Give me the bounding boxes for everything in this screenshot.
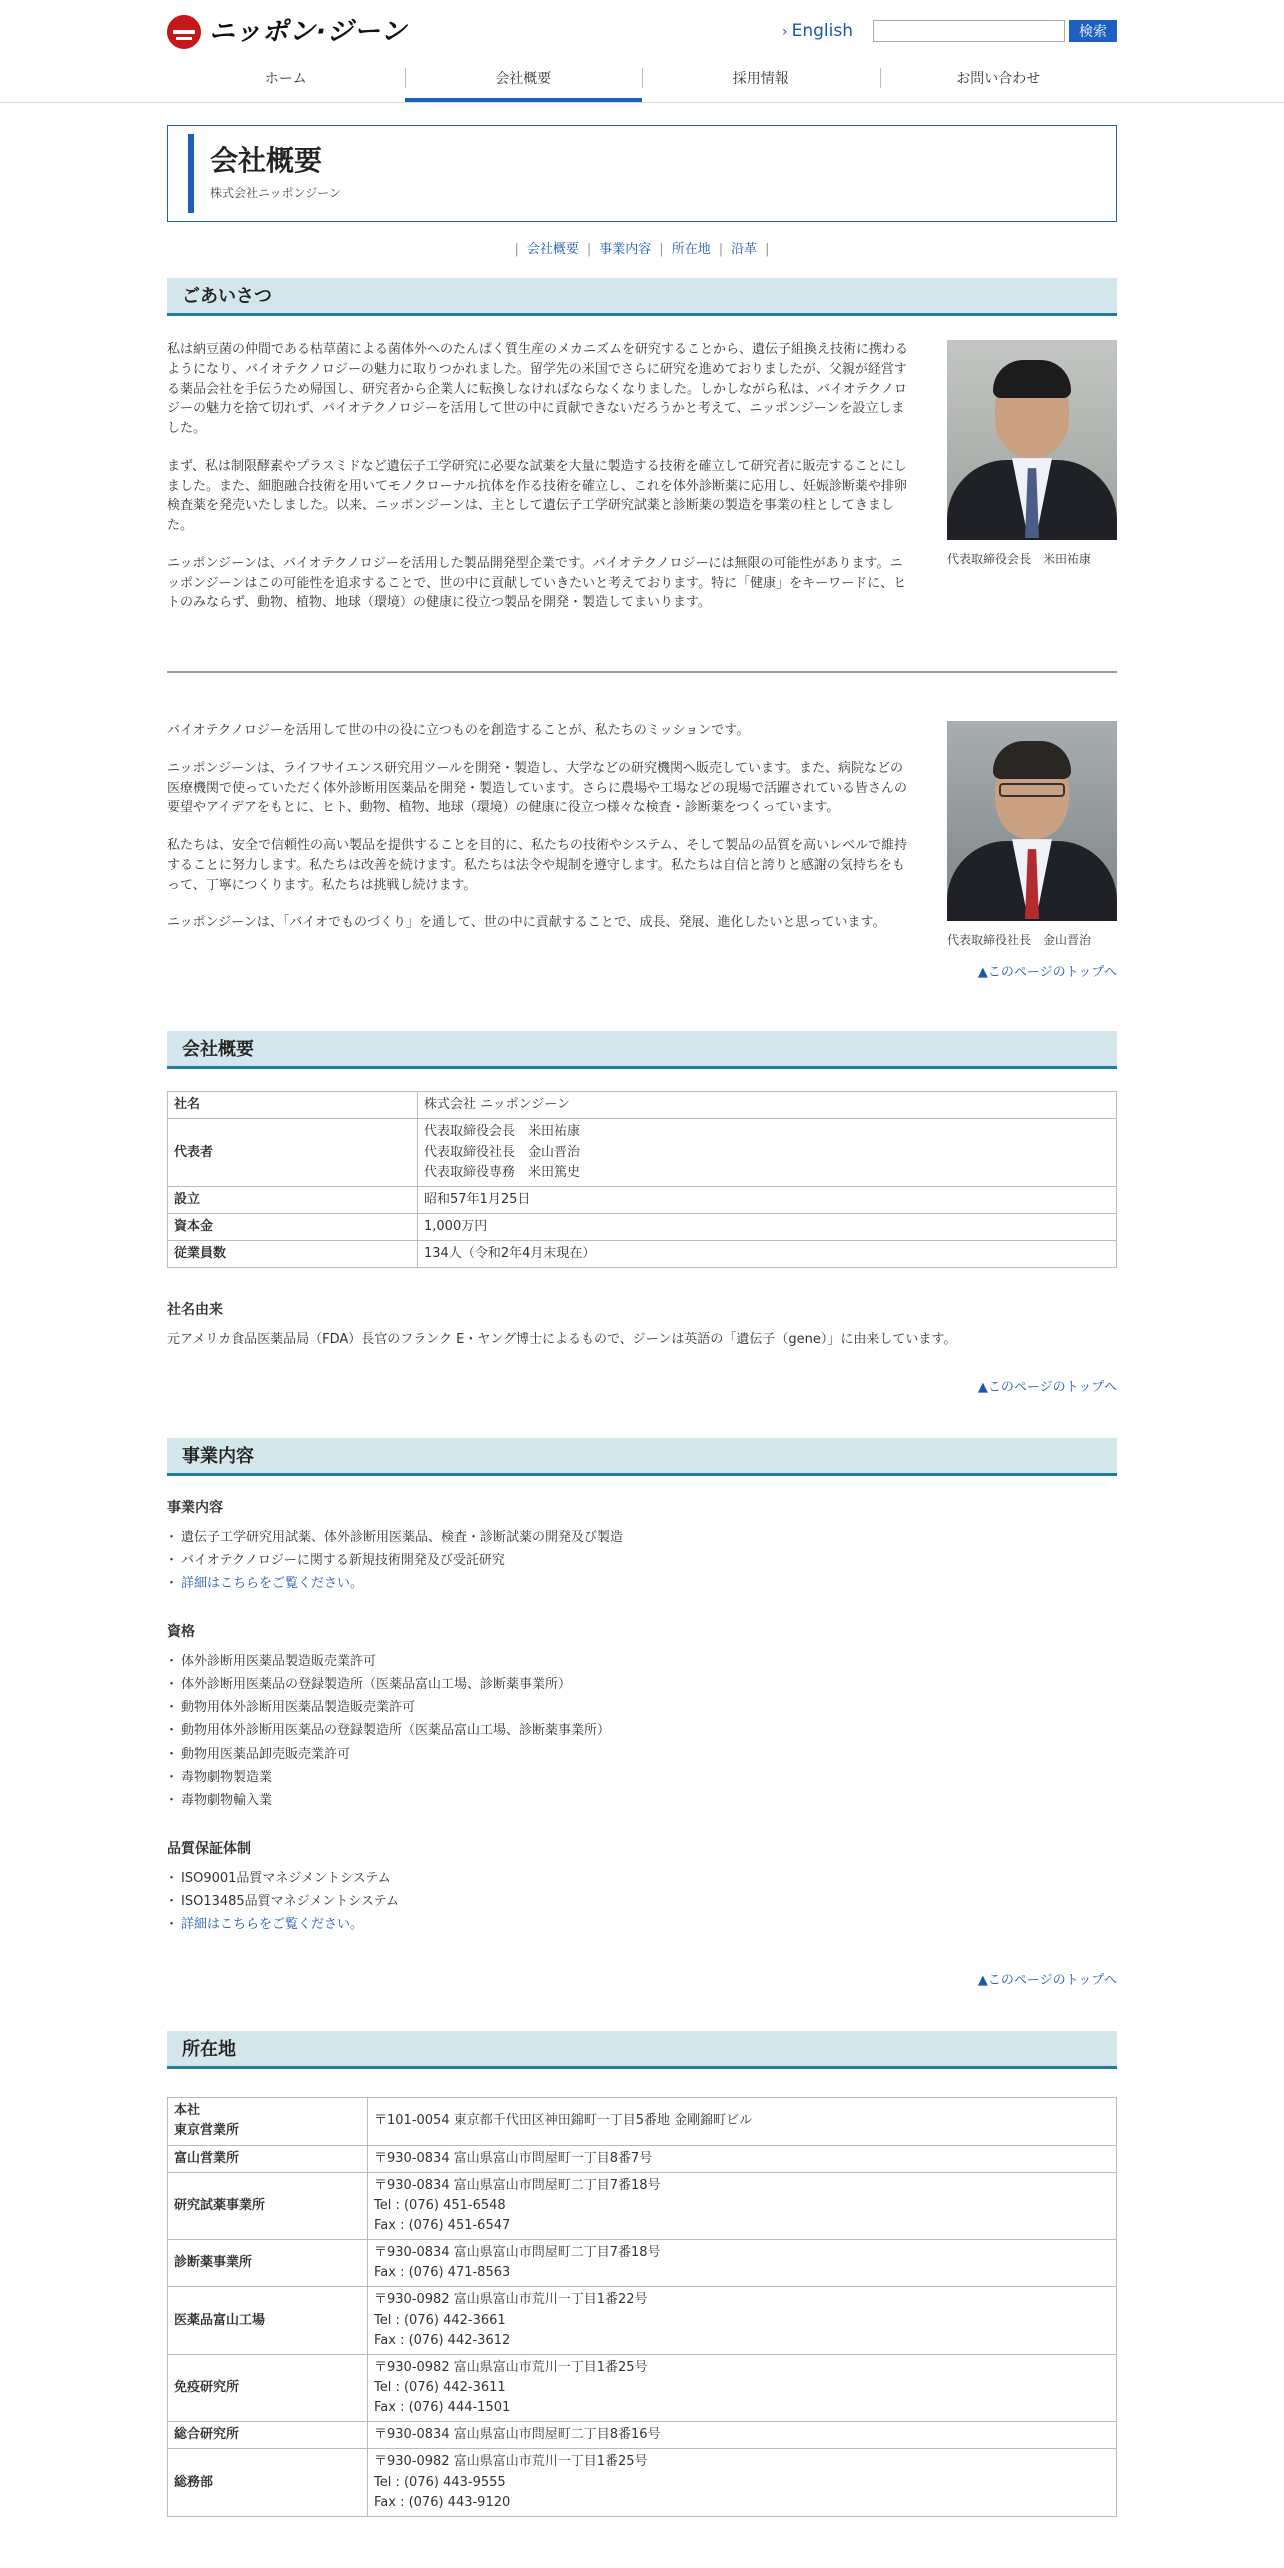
row-label: 免疫研究所 [168,2354,368,2421]
list-item: ・ 毒物劇物輸入業 [167,1791,1117,1811]
details-link[interactable]: 詳細はこちらをご覧ください。 [181,1916,364,1932]
row-value: 〒930-0982 富山県富山市荒川一丁目1番25号 Tel : (076) 443-9555 Fax : (076) 443-9120 [368,2449,1117,2516]
row-label: 設立 [168,1186,418,1213]
list-item [167,1574,1117,1594]
search-button[interactable]: 検索 [1069,20,1117,42]
chairman-photo [947,340,1117,540]
overview-section [167,1031,1117,1398]
greeting-block-chairman [167,340,1117,631]
row-value: 〒930-0834 富山県富山市問屋町二丁目7番18号 Fax : (076) 471-8563 [368,2240,1117,2287]
table-row [168,2240,1117,2287]
table-row [168,2145,1117,2172]
row-value: 〒930-0834 富山県富山市問屋町一丁目8番7号 [368,2145,1117,2172]
row-value: 〒930-0982 富山県富山市荒川一丁目1番25号 Tel : (076) 442-3611 Fax : (076) 444-1501 [368,2354,1117,2421]
business-group-title: 品質保証体制 [167,1841,251,1858]
table-row [168,1186,1117,1213]
table-row [168,1241,1117,1268]
list-item: ・ 体外診断用医薬品の登録製造所（医薬品富山工場、診断薬事業所） [167,1675,1117,1695]
paragraph: まず、私は制限酵素やプラスミドなど遺伝子工学研究に必要な試薬を大量に製造する技術を確立して研究者に販売することにしました。また、細胞融合技術を用いてモノクローナル抗体を作る技術を確立し、これを体外診断薬に応用し、妊娠診断薬や排卵検査薬を発売いたしました。以来、ニッポンジーンは、主として遺伝子工学研究試薬と診断薬の製造を事業の柱としてきました。 [167,458,907,534]
greeting-section [167,278,1117,983]
anchor-link-overview[interactable]: 会社概要 [526,242,579,257]
qualification-list [167,1652,1117,1811]
locations-table [167,2097,1117,2517]
global-nav [167,60,1117,102]
table-row [168,2098,1117,2145]
list-item: ・ 毒物劇物製造業 [167,1768,1117,1788]
business-section [167,1438,1117,1991]
row-label: 総務部 [168,2449,368,2516]
greeting-block-president [167,721,1117,951]
search-input[interactable] [873,20,1065,42]
row-value: 134人（令和2年4月末現在） [418,1241,1117,1268]
portrait-block [947,721,1117,951]
list-item: ・ バイオテクノロジーに関する新規技術開発及び受託研究 [167,1551,1117,1571]
chairman-caption: 代表取締役会長 米田祐康 [947,552,1092,567]
nav-item-recruit[interactable]: 採用情報 [642,60,880,102]
paragraph: 私は納豆菌の仲間である枯草菌による菌体外へのたんぱく質生産のメカニズムを研究することから、遺伝子組換え技術に携わるようになり、バイオテクノロジーの魅力に取りつかれました。留学先の米国でさらに研究を進めておりましたが、父親が経営する薬品会社を手伝うため帰国し、研究者から企業人に転換しなければならなくなりました。しかしながら私は、バイオテクノロジーの魅力を捨て切れず、バイオテクノロジーを活用して世の中に貢献できないだろうかと考えて、ニッポンジーンを設立しました。 [167,342,909,437]
paragraph: バイオテクノロジーを活用して世の中の役に立つものを創造することが、私たちのミッションです。 [167,723,750,739]
row-label: 従業員数 [168,1241,418,1268]
row-label: 医薬品富山工場 [168,2287,368,2354]
row-value: 昭和57年1月25日 [418,1186,1117,1213]
logo-text: ニッポン·ジーン [209,17,408,47]
row-label: 診断薬事業所 [168,2240,368,2287]
anchor-nav [167,240,1117,260]
locations-section [167,2031,1117,2517]
back-to-top-link[interactable]: ▲このページのトップへ [977,1973,1117,1989]
row-value: 株式会社 ニッポンジーン [418,1092,1117,1119]
anchor-link-locations[interactable]: 所在地 [671,242,711,257]
english-label: English [791,21,853,41]
logo-mark-icon [167,15,201,49]
nav-item-company[interactable]: 会社概要 [405,60,643,102]
table-row [168,2354,1117,2421]
table-row [168,1119,1117,1186]
table-row [168,2422,1117,2449]
president-photo [947,721,1117,921]
business-group-title: 事業内容 [167,1500,223,1517]
origin-heading: 社名由来 [167,1302,223,1319]
nav-item-contact[interactable]: お問い合わせ [880,60,1118,102]
row-label: 資本金 [168,1213,418,1240]
business-heading: 事業内容 [167,1438,1117,1476]
row-label: 富山営業所 [168,2145,368,2172]
paragraph: ニッポンジーンは、バイオテクノロジーを活用した製品開発型企業です。バイオテクノロジーには無限の可能性があります。ニッポンジーンはこの可能性を追求することで、世の中に貢献していきたいと考えております。特に「健康」をキーワードに、ヒトのみならず、動物、植物、地球（環境）の健康に役立つ製品を開発・製造してまいります。 [167,555,907,611]
page-wrapper [167,0,1117,60]
site-header [167,0,1117,60]
back-to-top [167,1971,1117,1991]
main-content [167,125,1117,2517]
back-to-top-link[interactable]: ▲このページのトップへ [977,965,1117,981]
nav-item-home[interactable]: ホーム [264,71,307,87]
back-to-top-link[interactable]: ▲このページのトップへ [977,1380,1117,1396]
anchor-link-business[interactable]: 事業内容 [599,242,652,257]
table-row [168,2449,1117,2516]
origin-text: 元アメリカ食品医薬品局（FDA）長官のフランク E・ヤング博士によるもので、ジーンは英語の「遺伝子（gene）」に由来しています。 [167,1331,957,1347]
separator: | [765,242,770,257]
row-label: 本社 東京営業所 [168,2098,368,2145]
anchor-link-history[interactable]: 沿革 [731,242,758,257]
list-item: ・ ISO13485品質マネジメントシステム [167,1892,1117,1912]
separator: | [586,242,592,257]
row-value: 〒930-0982 富山県富山市荒川一丁目1番22号 Tel : (076) 442-3661 Fax : (076) 442-3612 [368,2287,1117,2354]
list-item: ・ 動物用医薬品卸売販売業許可 [167,1745,1117,1765]
divider [167,671,1117,673]
overview-table [167,1091,1117,1268]
paragraph: 私たちは、安全で信頼性の高い製品を提供することを目的に、私たちの技術やシステム、そして製品の品質を高いレベルで維持することに努力します。私たちは改善を続けます。私たちは法令や規制を遵守します。私たちは自信と誇りと感謝の気持ちをもって、丁寧につくります。私たちは挑戦し続けます。 [167,838,908,893]
locations-heading: 所在地 [167,2031,1117,2069]
row-value: 代表取締役会長 米田祐康 代表取締役社長 金山晋治 代表取締役専務 米田篤史 [418,1119,1117,1186]
business-list [167,1528,1117,1594]
separator: | [718,242,724,257]
separator: | [514,242,519,257]
list-item: ・ 動物用体外診断用医薬品の登録製造所（医薬品富山工場、診断薬事業所） [167,1721,1117,1741]
overview-heading: 会社概要 [167,1031,1117,1069]
row-value: 〒930-0834 富山県富山市問屋町二丁目7番18号 Tel : (076) 451-6548 Fax : (076) 451-6547 [368,2172,1117,2239]
table-row [168,1213,1117,1240]
page-title-box [167,125,1117,222]
logo[interactable] [167,12,407,52]
president-caption: 代表取締役社長 金山晋治 [947,933,1092,948]
list-item: ・ ISO9001品質マネジメントシステム [167,1869,1117,1889]
list-item: ・ 遺伝子工学研究用試薬、体外診断用医薬品、検査・診断試薬の開発及び製造 [167,1528,1117,1548]
greeting-text [167,340,912,631]
quality-list [167,1869,1117,1935]
page-title: 会社概要 [210,144,323,177]
list-item [167,1915,1117,1935]
business-group-title: 資格 [167,1624,195,1641]
list-item: ・ 動物用体外診断用医薬品製造販売業許可 [167,1698,1117,1718]
greeting-text [167,721,912,951]
row-label: 社名 [168,1092,418,1119]
back-to-top [167,963,1117,983]
row-value: 〒930-0834 富山県富山市問屋町二丁目8番16号 [368,2422,1117,2449]
paragraph: ニッポンジーンは、「バイオでものづくり」を通して、世の中に貢献することで、成長、発展、進化したいと思っています。 [167,915,886,931]
table-row [168,1092,1117,1119]
row-label: 研究試薬事業所 [168,2172,368,2239]
list-item: ・ 体外診断用医薬品製造販売業許可 [167,1652,1117,1672]
details-link[interactable]: 詳細はこちらをご覧ください。 [181,1576,364,1592]
portrait-block [947,340,1117,631]
table-row [168,2172,1117,2239]
table-row [168,2287,1117,2354]
english-link[interactable] [782,18,853,44]
header-tools [782,18,1117,44]
page-subtitle: 株式会社ニッポンジーン [210,185,341,200]
chevron-right-icon: › [782,24,788,40]
row-label: 総合研究所 [168,2422,368,2449]
back-to-top [167,1378,1117,1398]
row-value: 1,000万円 [418,1213,1117,1240]
global-nav-bar [0,60,1284,103]
row-value: 〒101-0054 東京都千代田区神田錦町一丁目5番地 金剛錦町ビル [368,2098,1117,2145]
greeting-heading: ごあいさつ [167,278,1117,316]
separator: | [659,242,664,257]
paragraph: ニッポンジーンは、ライフサイエンス研究用ツールを開発・製造し、大学などの研究機関へ販売しています。また、病院などの医療機関で使っていただく体外診断用医薬品を開発・製造しています。さらに農場や工場などの現場で活躍されている皆さんの要望やアイデアをもとに、ヒト、動物、植物、地球（環境）の健康に役立つ様々な検査・診断薬をつくっています。 [167,760,907,816]
row-label: 代表者 [168,1119,418,1186]
